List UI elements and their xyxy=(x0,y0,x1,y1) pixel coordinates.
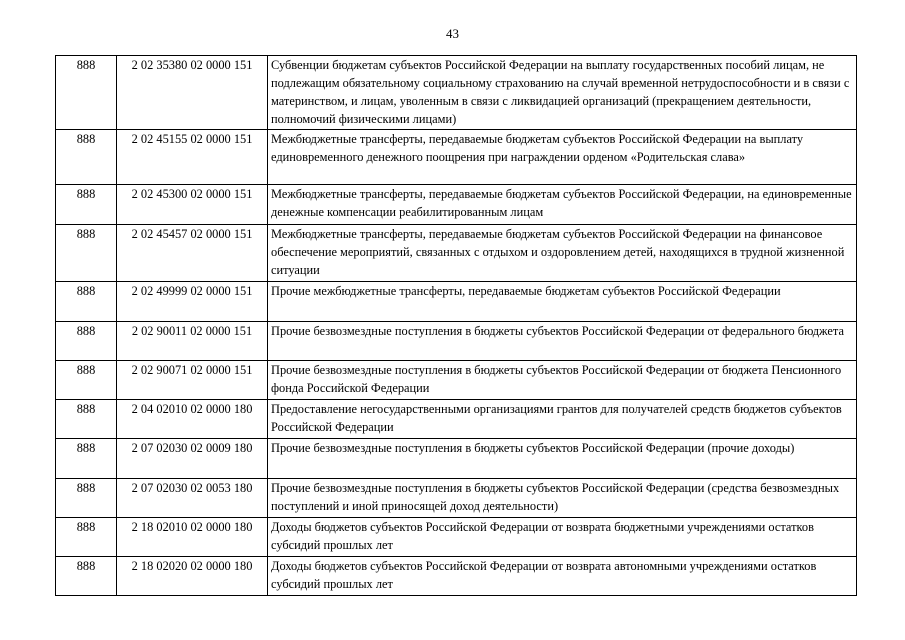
description-cell: Предоставление негосударственными организациями грантов для получателей средств бюджетов субъектов Российской Федерации xyxy=(268,400,857,439)
description-cell: Субвенции бюджетам субъектов Российской Федерации на выплату государственных пособий лицам, не подлежащим обязательному социальному страхованию на случай временной нетрудоспособности и в связи с материнством, и лицам, уволенным в связи с ликвидацией организаций (прекращением деятельности, полномочий физическими лицами) xyxy=(268,56,857,130)
table-row xyxy=(56,225,857,282)
table-row xyxy=(56,400,857,439)
table-row xyxy=(56,56,857,130)
admin-code-cell: 888 xyxy=(56,225,117,282)
description-cell: Прочие безвозмездные поступления в бюджеты субъектов Российской Федерации (средства безвозмездных поступлений и иной приносящей доход деятельности) xyxy=(268,479,857,518)
classification-code-cell: 2 02 49999 02 0000 151 xyxy=(117,282,268,322)
admin-code-cell: 888 xyxy=(56,557,117,596)
admin-code-cell: 888 xyxy=(56,439,117,479)
admin-code-cell: 888 xyxy=(56,479,117,518)
budget-codes-table xyxy=(55,55,857,596)
classification-code-cell: 2 02 45155 02 0000 151 xyxy=(117,130,268,185)
classification-code-cell: 2 02 45300 02 0000 151 xyxy=(117,185,268,225)
description-cell: Прочие безвозмездные поступления в бюджеты субъектов Российской Федерации от бюджета Пенсионного фонда Российской Федерации xyxy=(268,361,857,400)
description-cell: Прочие безвозмездные поступления в бюджеты субъектов Российской Федерации от федерального бюджета xyxy=(268,322,857,361)
admin-code-cell: 888 xyxy=(56,282,117,322)
classification-code-cell: 2 02 90071 02 0000 151 xyxy=(117,361,268,400)
admin-code-cell: 888 xyxy=(56,518,117,557)
description-cell: Межбюджетные трансферты, передаваемые бюджетам субъектов Российской Федерации, на единовременные денежные компенсации реабилитированным лицам xyxy=(268,185,857,225)
table-row xyxy=(56,185,857,225)
classification-code-cell: 2 07 02030 02 0053 180 xyxy=(117,479,268,518)
table-row xyxy=(56,518,857,557)
classification-code-cell: 2 07 02030 02 0009 180 xyxy=(117,439,268,479)
table-row xyxy=(56,557,857,596)
classification-code-cell: 2 18 02010 02 0000 180 xyxy=(117,518,268,557)
admin-code-cell: 888 xyxy=(56,361,117,400)
description-cell: Доходы бюджетов субъектов Российской Федерации от возврата бюджетными учреждениями остатков субсидий прошлых лет xyxy=(268,518,857,557)
table-row xyxy=(56,361,857,400)
classification-code-cell: 2 02 35380 02 0000 151 xyxy=(117,56,268,130)
admin-code-cell: 888 xyxy=(56,56,117,130)
description-cell: Прочие межбюджетные трансферты, передаваемые бюджетам субъектов Российской Федерации xyxy=(268,282,857,322)
admin-code-cell: 888 xyxy=(56,400,117,439)
description-cell: Межбюджетные трансферты, передаваемые бюджетам субъектов Российской Федерации на выплату единовременного денежного поощрения при награждении орденом «Родительская слава» xyxy=(268,130,857,185)
description-cell: Доходы бюджетов субъектов Российской Федерации от возврата автономными учреждениями остатков субсидий прошлых лет xyxy=(268,557,857,596)
table-row xyxy=(56,439,857,479)
admin-code-cell: 888 xyxy=(56,322,117,361)
description-cell: Межбюджетные трансферты, передаваемые бюджетам субъектов Российской Федерации на финансовое обеспечение мероприятий, связанных с отдыхом и оздоровлением детей, находящихся в трудной жизненной ситуации xyxy=(268,225,857,282)
table-row xyxy=(56,479,857,518)
classification-code-cell: 2 18 02020 02 0000 180 xyxy=(117,557,268,596)
table-row xyxy=(56,322,857,361)
admin-code-cell: 888 xyxy=(56,130,117,185)
classification-code-cell: 2 04 02010 02 0000 180 xyxy=(117,400,268,439)
page-number: 43 xyxy=(446,26,459,41)
classification-code-cell: 2 02 90011 02 0000 151 xyxy=(117,322,268,361)
table-row xyxy=(56,282,857,322)
classification-code-cell: 2 02 45457 02 0000 151 xyxy=(117,225,268,282)
admin-code-cell: 888 xyxy=(56,185,117,225)
table-row xyxy=(56,130,857,185)
description-cell: Прочие безвозмездные поступления в бюджеты субъектов Российской Федерации (прочие доходы) xyxy=(268,439,857,479)
